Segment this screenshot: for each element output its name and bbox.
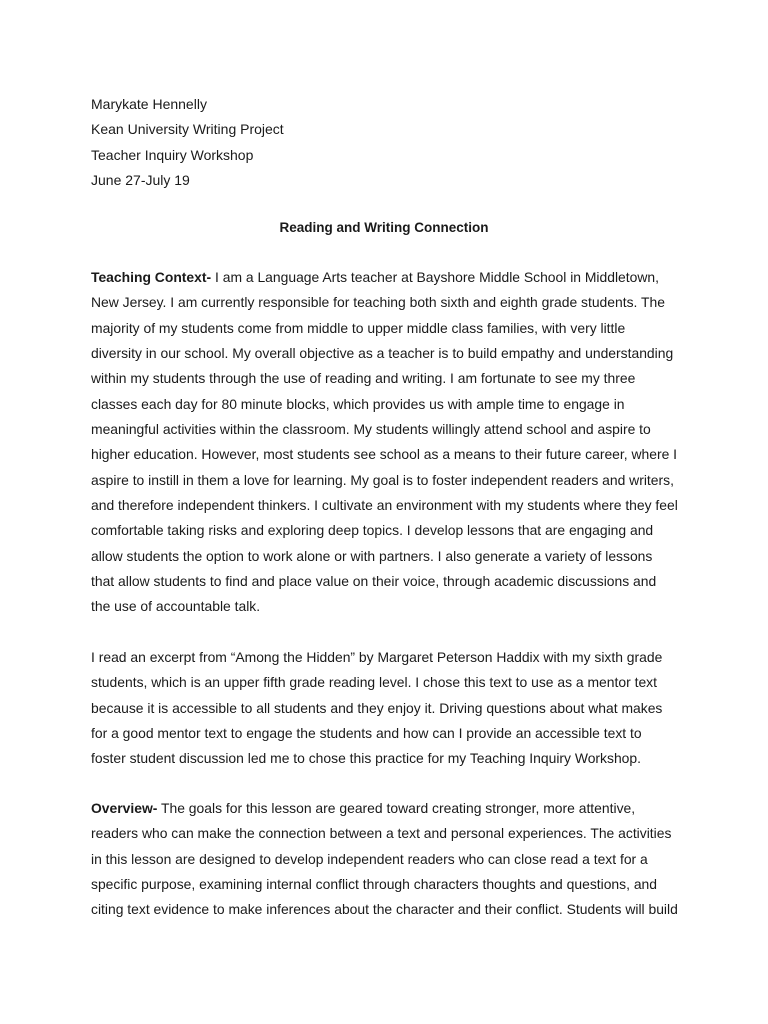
document-header — [91, 92, 651, 193]
workshop-dates: June 27-July 19 — [91, 171, 190, 188]
overview-label: Overview- — [91, 800, 158, 816]
teaching-context-paragraph — [91, 265, 679, 620]
teaching-context-label: Teaching Context- — [91, 269, 212, 285]
workshop-name: Teacher Inquiry Workshop — [91, 146, 254, 163]
document-title: Reading and Writing Connection — [279, 220, 489, 235]
teaching-context-text: I am a Language Arts teacher at Bayshore Middle School in Middletown, New Jersey. I am currently responsible for teaching both sixth and eighth grade students. The majority of my students come from middle to upper middle class families, with very little diversity in our school. My overall objective as a teacher is to build empathy and understanding within my students through the use of reading and writing. I am fortunate to see my three classes each day for 80 minute blocks, which provides us with ample time to engage in meaningful activities within the classroom. My students willingly attend school and aspire to higher education. However, most students see school as a means to their future career, where I aspire to instill in them a love for learning. My goal is to foster independent readers and writers, and therefore independent thinkers. I cultivate an environment with my students where they feel comfortable taking risks and exploring deep topics. I develop lessons that are engaging and allow students the option to work alone or with partners. I also generate a variety of lessons that allow students to find and place value on their voice, through academic discussions and the use of accountable talk. — [91, 269, 678, 615]
overview-text: The goals for this lesson are geared toward creating stronger, more attentive, readers who can make the connection between a text and personal experiences. The activities in this lesson are designed to develop independent readers who can close read a text for a specific purpose, examining internal conflict through characters thoughts and questions, and citing text evidence to make inferences about the character and their conflict. Students will build — [91, 800, 678, 918]
author-name: Marykate Hennelly — [91, 96, 207, 112]
mentor-text-paragraph: I read an excerpt from “Among the Hidden” by Margaret Peterson Haddix with my sixth grade students, which is an upper fifth grade reading level. I chose this text to use as a mentor text because it is accessible to all students and they enjoy it. Driving questions about what makes for a good mentor text to engage the students and how can I provide an accessible text to foster student discussion led me to chose this practice for my Teaching Inquiry Workshop. — [91, 649, 663, 767]
project-name: Kean University Writing Project — [91, 121, 284, 138]
overview-paragraph — [91, 796, 679, 923]
